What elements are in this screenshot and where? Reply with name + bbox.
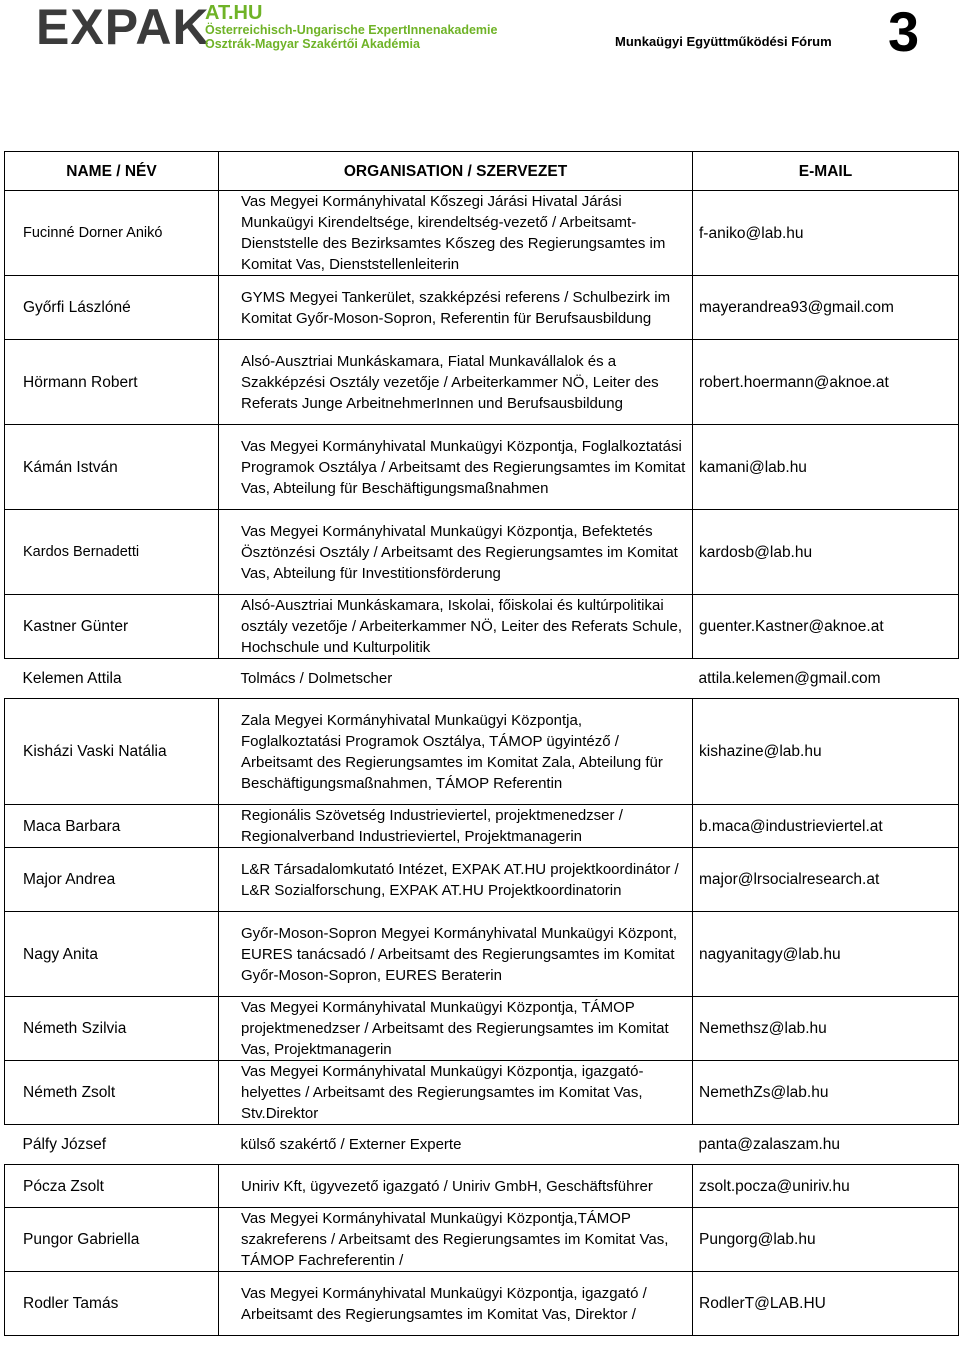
cell-email: Nemethsz@lab.hu xyxy=(693,997,959,1061)
cell-org: külső szakértő / Externer Experte xyxy=(219,1125,693,1165)
table-row xyxy=(5,1208,959,1272)
table-row xyxy=(5,699,959,805)
cell-email: mayerandrea93@gmail.com xyxy=(693,276,959,340)
cell-org: Alsó-Ausztriai Munkáskamara, Fiatal Munkavállalok és a Szakképzési Osztály vezetője / Arbeiterkammer NÖ, Leiter des Referats Junge ArbeitnehmerInnen und Berufsausbildung xyxy=(219,340,693,425)
participants-table xyxy=(4,151,959,1336)
header-name: NAME / NÉV xyxy=(5,152,219,191)
cell-email: RodlerT@LAB.HU xyxy=(693,1272,959,1336)
cell-email: NemethZs@lab.hu xyxy=(693,1061,959,1125)
cell-name: Győrfi Lászlóné xyxy=(5,276,219,340)
cell-name: Rodler Tamás xyxy=(5,1272,219,1336)
table-row xyxy=(5,340,959,425)
cell-org: Győr-Moson-Sopron Megyei Kormányhivatal Munkaügyi Központ, EURES tanácsadó / Arbeitsamt des Regierungsamtes im Komitat Győr-Moson-Sopron, EURES Beraterin xyxy=(219,912,693,997)
table-row xyxy=(5,1165,959,1208)
cell-org: L&R Társadalomkutató Intézet, EXPAK AT.HU projektkoordinátor / L&R Sozialforschung, EXPAK AT.HU Projektkoordinatorin xyxy=(219,848,693,912)
cell-org: Tolmács / Dolmetscher xyxy=(219,659,693,699)
cell-name: Fucinné Dorner Anikó xyxy=(5,191,219,276)
table-row xyxy=(5,997,959,1061)
page-header xyxy=(0,0,960,80)
table-row xyxy=(5,848,959,912)
expak-logo xyxy=(36,0,210,55)
table-row xyxy=(5,805,959,848)
cell-org: Zala Megyei Kormányhivatal Munkaügyi Központja, Foglalkoztatási Programok Osztálya, TÁMOP ügyintéző / Arbeitsamt des Regierungsamtes im Komitat Zala, Abteilung für Beschäftigungsmaßnahmen, TÁMOP Referentin xyxy=(219,699,693,805)
cell-email: major@lrsocialresearch.at xyxy=(693,848,959,912)
cell-email: kishazine@lab.hu xyxy=(693,699,959,805)
cell-name: Kastner Günter xyxy=(5,595,219,659)
table-row xyxy=(5,425,959,510)
cell-name: Hörmann Robert xyxy=(5,340,219,425)
cell-org: Vas Megyei Kormányhivatal Munkaügyi Központja,TÁMOP szakreferens / Arbeitsamt des Regierungsamtes im Komitat Vas, TÁMOP Fachreferentin / xyxy=(219,1208,693,1272)
forum-title: Munkaügyi Együttműködési Fórum xyxy=(615,34,832,49)
cell-email: guenter.Kastner@aknoe.at xyxy=(693,595,959,659)
cell-email: kardosb@lab.hu xyxy=(693,510,959,595)
table-header-row xyxy=(5,152,959,191)
table-row xyxy=(5,912,959,997)
logo-line-2: Osztrák-Magyar Szakértői Akadémia xyxy=(205,37,420,51)
cell-org: GYMS Megyei Tankerület, szakképzési referens / Schulbezirk im Komitat Győr-Moson-Sopron, Referentin für Berufsausbildung xyxy=(219,276,693,340)
cell-name: Pócza Zsolt xyxy=(5,1165,219,1208)
cell-org: Alsó-Ausztriai Munkáskamara, Iskolai, főiskolai és kultúrpolitikai osztály vezetője / Arbeiterkammer NÖ, Leiter des Referats Schule, Hochschule und Kulturpolitik xyxy=(219,595,693,659)
cell-email: nagyanitagy@lab.hu xyxy=(693,912,959,997)
cell-email: robert.hoermann@aknoe.at xyxy=(693,340,959,425)
cell-name: Maca Barbara xyxy=(5,805,219,848)
cell-email: zsolt.pocza@uniriv.hu xyxy=(693,1165,959,1208)
cell-name: Pungor Gabriella xyxy=(5,1208,219,1272)
cell-email: f-aniko@lab.hu xyxy=(693,191,959,276)
header-email: E-MAIL xyxy=(693,152,959,191)
logo-text: EXPAK xyxy=(36,0,210,55)
logo-line-1: Österreichisch-Ungarische ExpertInnenakademie xyxy=(205,23,498,37)
cell-name: Nagy Anita xyxy=(5,912,219,997)
cell-name: Major Andrea xyxy=(5,848,219,912)
table-row xyxy=(5,1061,959,1125)
cell-name: Kisházi Vaski Natália xyxy=(5,699,219,805)
cell-org: Vas Megyei Kormányhivatal Munkaügyi Központja, igazgató-helyettes / Arbeitsamt des Regierungsamtes im Komitat Vas, Stv.Direktor xyxy=(219,1061,693,1125)
cell-email: b.maca@industrieviertel.at xyxy=(693,805,959,848)
cell-org: Uniriv Kft, ügyvezető igazgató / Uniriv GmbH, Geschäftsführer xyxy=(219,1165,693,1208)
table-row xyxy=(5,1125,959,1165)
header-org: ORGANISATION / SZERVEZET xyxy=(219,152,693,191)
table-row xyxy=(5,276,959,340)
cell-email: attila.kelemen@gmail.com xyxy=(693,659,959,699)
table-row xyxy=(5,191,959,276)
table-row xyxy=(5,1272,959,1336)
table-row xyxy=(5,595,959,659)
page-number: 3 xyxy=(888,0,920,63)
cell-org: Vas Megyei Kormányhivatal Munkaügyi Központja, TÁMOP projektmenedzser / Arbeitsamt des Regierungsamtes im Komitat Vas, Projektmanagerin xyxy=(219,997,693,1061)
table-row xyxy=(5,659,959,699)
cell-org: Vas Megyei Kormányhivatal Munkaügyi Központja, igazgató / Arbeitsamt des Regierungsamtes im Komitat Vas, Direktor / xyxy=(219,1272,693,1336)
cell-org: Regionális Szövetség Industrieviertel, projektmenedzser / Regionalverband Industrieviertel, Projektmanagerin xyxy=(219,805,693,848)
logo-at-hu: AT.HU xyxy=(205,2,263,24)
cell-name: Németh Szilvia xyxy=(5,997,219,1061)
cell-org: Vas Megyei Kormányhivatal Kőszegi Járási Hivatal Járási Munkaügyi Kirendeltsége, kirendeltség-vezető / Arbeitsamt-Dienststelle des Bezirksamtes Kőszeg des Regierungsamtes im Komitat Vas, Dienststellenleiterin xyxy=(219,191,693,276)
cell-email: kamani@lab.hu xyxy=(693,425,959,510)
cell-name: Pálfy József xyxy=(5,1125,219,1165)
cell-name: Németh Zsolt xyxy=(5,1061,219,1125)
cell-org: Vas Megyei Kormányhivatal Munkaügyi Központja, Foglalkoztatási Programok Osztálya / Arbeitsamt des Regierungsamtes im Komitat Vas, Abteilung für Beschäftigungsmaßnahmen xyxy=(219,425,693,510)
cell-email: Pungorg@lab.hu xyxy=(693,1208,959,1272)
cell-name: Kelemen Attila xyxy=(5,659,219,699)
cell-email: panta@zalaszam.hu xyxy=(693,1125,959,1165)
table-row xyxy=(5,510,959,595)
cell-org: Vas Megyei Kormányhivatal Munkaügyi Központja, Befektetés Ösztönzési Osztály / Arbeitsamt des Regierungsamtes im Komitat Vas, Abteilung für Investitionsförderung xyxy=(219,510,693,595)
cell-name: Kámán István xyxy=(5,425,219,510)
cell-name: Kardos Bernadetti xyxy=(5,510,219,595)
